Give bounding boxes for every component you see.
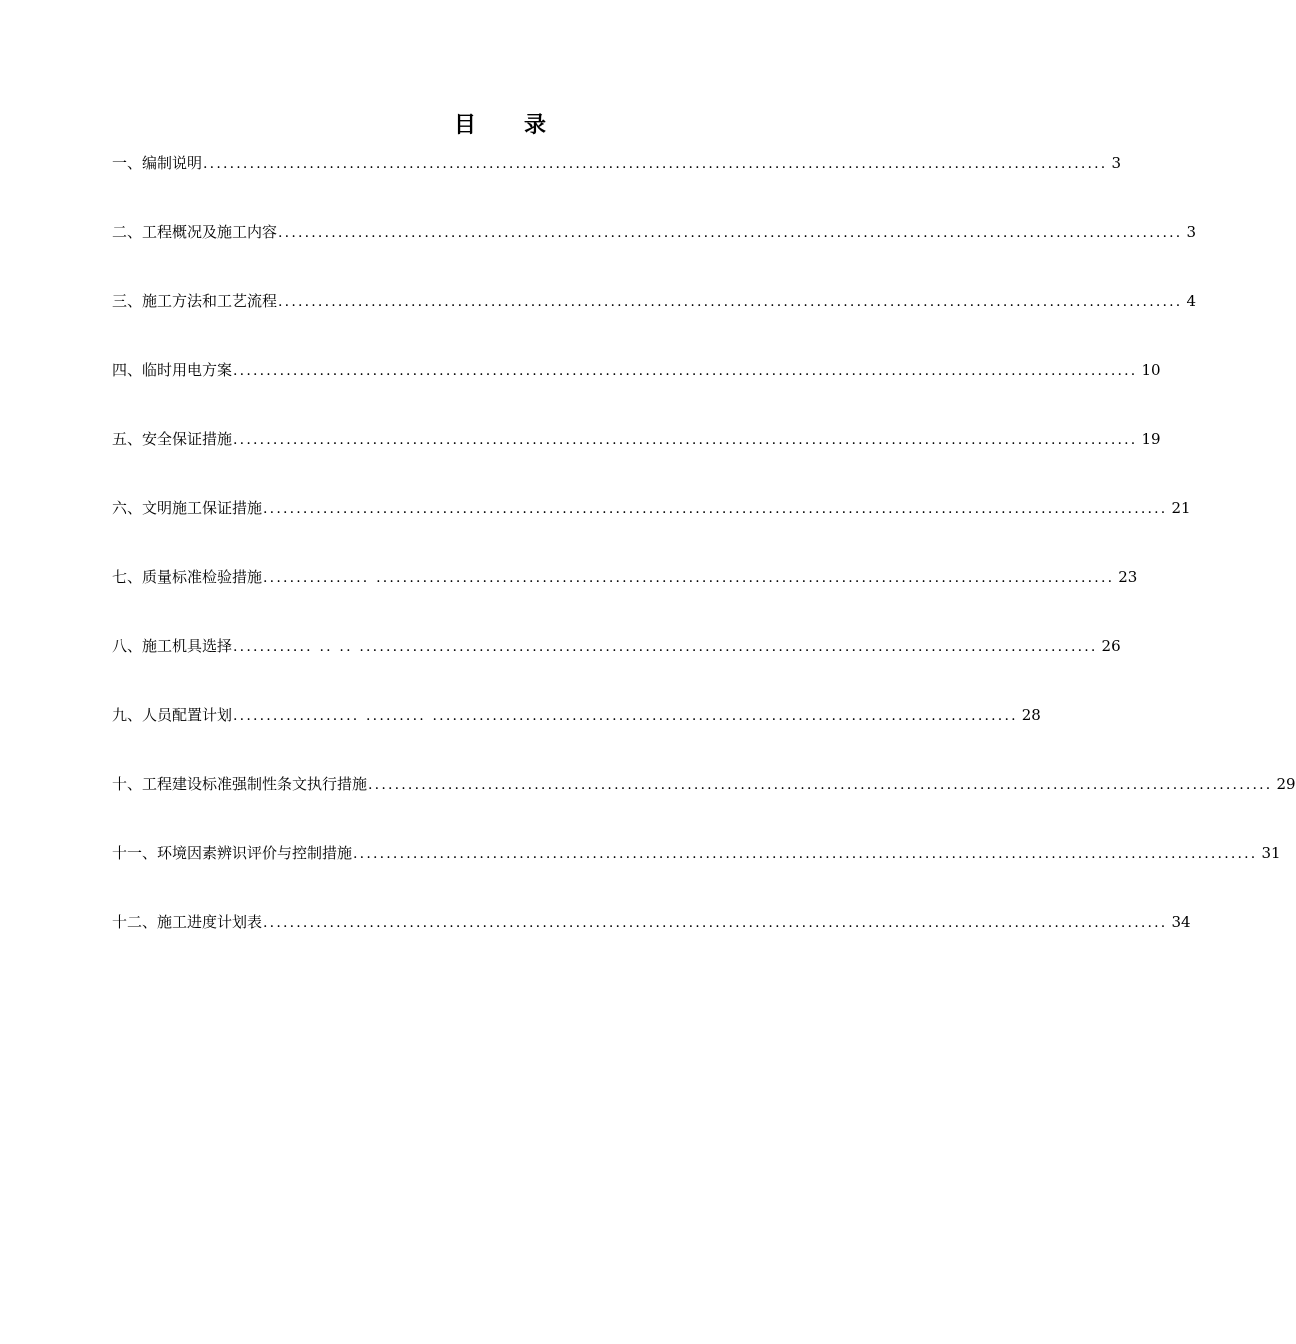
toc-entry [112,910,1191,979]
toc-leader-dots: ........................................................................................................................................ [263,501,1168,517]
toc-entry-page: 23 [1118,568,1138,586]
toc-entry [112,496,1191,565]
toc-entry-label: 六、文明施工保证措施 [112,499,263,517]
toc-leader-dots: ........................................................................................................................................ [353,846,1258,862]
toc-leader-dots: ................... ......... ........................................................................................ [233,708,1018,724]
toc-title [0,111,1000,141]
toc-entry-page: 21 [1171,499,1191,517]
toc-leader-dots: ........................................................................................................................................ [278,294,1183,310]
toc-list [112,151,1296,979]
toc-entry-page: 19 [1141,430,1161,448]
toc-entry [112,427,1161,496]
toc-entry-page: 3 [1111,154,1121,172]
toc-entry-page: 29 [1276,775,1296,793]
toc-entry [112,151,1121,220]
toc-entry-label: 一、编制说明 [112,154,203,172]
toc-entry-label: 八、施工机具选择 [112,637,233,655]
toc-entry [112,772,1296,841]
toc-leader-dots: ........................................................................................................................................ [233,432,1138,448]
toc-entry [112,634,1121,703]
toc-entry-label: 三、施工方法和工艺流程 [112,292,278,310]
toc-leader-dots: ........................................................................................................................................ [233,363,1138,379]
toc-entry [112,289,1196,358]
toc-leader-dots: ........................................................................................................................................ [368,777,1273,793]
toc-entry-page: 10 [1141,361,1161,379]
toc-entry [112,703,1041,772]
toc-leader-dots: ................ ............................................................................................................... [263,570,1115,586]
toc-leader-dots: ........................................................................................................................................ [278,225,1183,241]
toc-title-char-1: 目 [453,113,476,138]
toc-entry-label: 二、工程概况及施工内容 [112,223,278,241]
toc-entry-label: 十、工程建设标准强制性条文执行措施 [112,775,368,793]
toc-leader-dots: ............ .. .. ............................................................................................................... [233,639,1098,655]
toc-entry-label: 四、临时用电方案 [112,361,233,379]
toc-entry-page: 31 [1261,844,1281,862]
toc-entry-page: 28 [1021,706,1041,724]
toc-leader-dots: ........................................................................................................................................ [203,156,1108,172]
toc-entry [112,220,1196,289]
toc-entry-page: 26 [1101,637,1121,655]
toc-entry [112,358,1161,427]
toc-leader-dots: ........................................................................................................................................ [263,915,1168,931]
toc-entry-page: 4 [1186,292,1196,310]
toc-entry-page: 3 [1186,223,1196,241]
toc-title-char-2: 录 [524,113,547,138]
toc-entry [112,841,1281,910]
toc-entry-label: 七、质量标准检验措施 [112,568,263,586]
toc-entry-label: 五、安全保证措施 [112,430,233,448]
toc-entry-label: 九、人员配置计划 [112,706,233,724]
toc-entry-label: 十一、环境因素辨识评价与控制措施 [112,844,353,862]
toc-entry-page: 34 [1171,913,1191,931]
toc-entry-label: 十二、施工进度计划表 [112,913,263,931]
toc-entry [112,565,1138,634]
